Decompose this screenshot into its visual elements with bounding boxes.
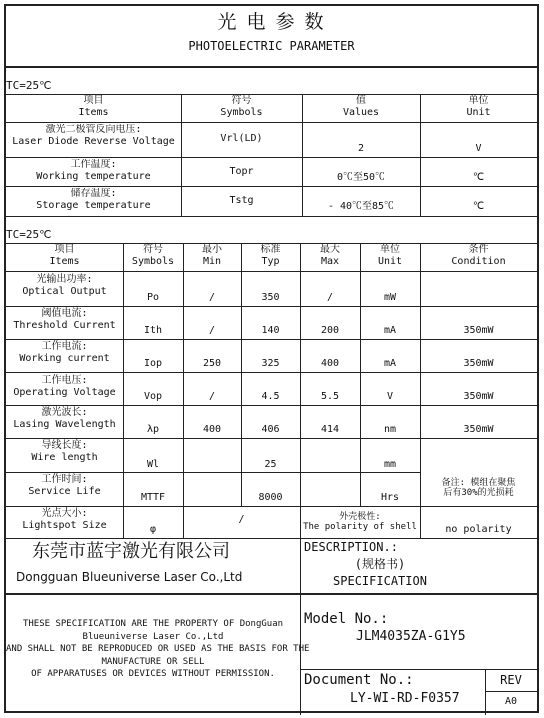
table2-row-min: /: [208, 325, 216, 336]
table2-row-item: 激光波长: Lasing Wavelength: [13, 407, 116, 430]
document-label: Document No.:: [304, 672, 414, 688]
table2-row-typ: 325: [261, 358, 280, 369]
service-note: 备注: 模组在聚焦 后有30%的光损耗: [441, 478, 516, 499]
table2-row-min: /: [208, 391, 216, 402]
table2-row-item: 工作电流: Working current: [19, 341, 110, 364]
table1-row-item: 工作温度: Working temperature: [36, 159, 151, 182]
property-notice: THESE SPECIFICATION ARE THE PROPERTY OF DongGuan Blueuniverse Laser Co.,Ltd AND SHALL NOT BE REPRODUCED OR USED AS THE BASIS FOR THE MANUFACTURE OR SELL OF APPARATUSES OR DEVICES WITHOUT PERMISSION.: [6, 619, 310, 680]
rev-value: A0: [504, 696, 518, 707]
table2-row-symbol: Po: [146, 292, 160, 303]
model-number: JLM4035ZA-G1Y5: [356, 629, 466, 644]
table2-condition: TC=25℃: [6, 228, 52, 241]
company-name-cn: 东莞市蓝宇激光有限公司: [32, 541, 230, 562]
table2-row-symbol: λp: [146, 424, 160, 435]
description-cn: (规格书): [354, 557, 406, 571]
document-number: LY-WI-RD-F0357: [350, 691, 460, 706]
table1-row-symbol: Tstg: [229, 195, 254, 206]
table1-condition: TC=25℃: [6, 79, 52, 92]
table1-row-symbol: Topr: [229, 166, 254, 177]
table2-row-unit: mm: [383, 459, 397, 470]
company-name-en: Dongguan Blueuniverse Laser Co.,Ltd: [16, 570, 243, 584]
table2-header-condition: 条件 Condition: [451, 244, 506, 267]
description-en: SPECIFICATION: [333, 574, 427, 588]
table2-row-unit: V: [386, 391, 394, 402]
table2-row-item: 光输出功率: Optical Output: [22, 274, 107, 297]
table2-row-symbol: Vop: [143, 391, 163, 402]
table2-row-typ: 8000: [258, 492, 283, 503]
lightspot-symbol: φ: [149, 524, 157, 535]
table2-row-unit: mW: [383, 292, 397, 303]
table1-header-items: 项目 Items: [78, 95, 109, 118]
table2-row-typ: 140: [261, 325, 280, 336]
lightspot-item: 光点大小: Lightspot Size: [22, 508, 107, 531]
table1-row-value: - 40℃至85℃: [327, 201, 395, 212]
table2-row-typ: 25: [264, 459, 277, 470]
table2-row-item: 工作电压: Operating Voltage: [13, 375, 116, 398]
description-label: DESCRIPTION.:: [304, 540, 398, 554]
table1-row-value: 2: [357, 143, 365, 154]
table1-row-unit: ℃: [472, 172, 485, 183]
table1-header-unit: 单位 Unit: [466, 95, 491, 118]
title-en: PHOTOELECTRIC PARAMETER: [188, 39, 355, 53]
spec-sheet: [4, 4, 539, 713]
table1-header-values: 值 Values: [342, 95, 380, 118]
table2-row-symbol: MTTF: [140, 492, 166, 503]
table2-row-unit: Hrs: [380, 492, 400, 503]
table2-row-max: 414: [320, 424, 340, 435]
table2-row-unit: mA: [383, 325, 397, 336]
table2-row-condition: 350mW: [463, 424, 494, 435]
table2-row-symbol: Wl: [146, 459, 160, 470]
rev-label: REV: [500, 673, 522, 687]
table2-row-unit: nm: [383, 424, 397, 435]
model-label: Model No.:: [304, 611, 389, 627]
table2-row-item: 工作时间: Service Life: [28, 474, 101, 497]
table2-row-typ: 406: [261, 424, 280, 435]
table2-row-min: /: [208, 292, 216, 303]
table2-row-typ: 4.5: [261, 391, 280, 402]
table2-header-unit: 单位 Unit: [377, 244, 403, 267]
table1-row-unit: V: [475, 143, 482, 154]
table2-row-symbol: Iop: [143, 358, 163, 369]
shell-polarity-label: 外壳极性: The polarity of shell: [303, 512, 417, 533]
lightspot-value: /: [238, 514, 245, 525]
table2-row-max: 400: [320, 358, 340, 369]
table2-row-symbol: Ith: [143, 325, 163, 336]
table1-row-unit: ℃: [472, 201, 485, 212]
table2-row-item: 阈值电流: Threshold Current: [13, 308, 116, 331]
table2-row-condition: 350mW: [463, 391, 494, 402]
table2-header-symbols: 符号 Symbols: [131, 244, 175, 267]
table2-header-max: 最大 Max: [320, 244, 340, 267]
table2-row-min: 400: [202, 424, 222, 435]
table1-row-item: 激光二极管反向电压: Laser Diode Reverse Voltage: [12, 124, 175, 147]
table2-row-max: /: [326, 292, 334, 303]
table2-header-min: 最小 Min: [202, 244, 222, 267]
divider: [6, 66, 537, 68]
table2-row-max: 5.5: [320, 391, 340, 402]
table2-row-item: 导线长度: Wire length: [31, 440, 98, 463]
table2-row-condition: 350mW: [463, 325, 494, 336]
table1-row-item: 储存温度: Storage temperature: [36, 188, 151, 211]
table1-row-value: 0℃至50℃: [336, 172, 386, 183]
title-cn: 光 电 参 数: [217, 11, 326, 33]
table1-header-symbols: 符号 Symbols: [220, 95, 263, 118]
table2-row-unit: mA: [383, 358, 397, 369]
shell-polarity-value: no polarity: [445, 524, 512, 535]
table2-header-items: 项目 Items: [49, 244, 80, 267]
table2-row-max: 200: [320, 325, 340, 336]
table2-row-min: 250: [202, 358, 222, 369]
table2-header-typ: 标准 Typ: [260, 244, 281, 267]
table2-row-typ: 350: [261, 292, 280, 303]
table2-row-condition: 350mW: [463, 358, 494, 369]
table1-row-symbol: Vrl(LD): [220, 133, 263, 144]
